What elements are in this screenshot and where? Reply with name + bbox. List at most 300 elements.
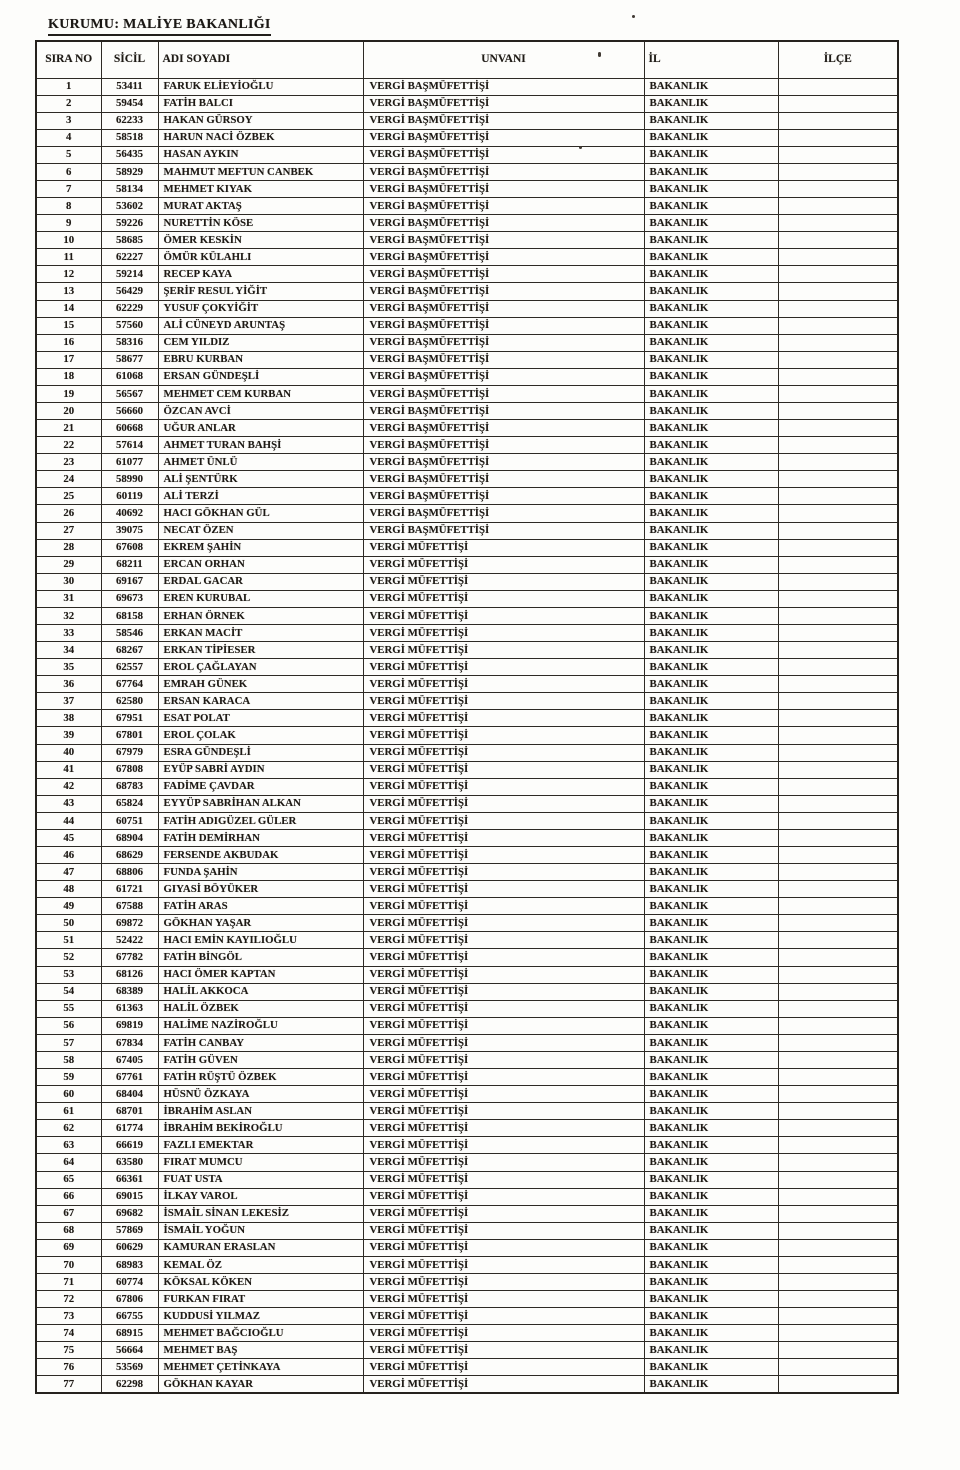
cell-ilce xyxy=(778,1137,898,1154)
cell-adi-soyadi: İBRAHİM ASLAN xyxy=(158,1103,363,1120)
cell-sira-no: 55 xyxy=(36,1000,101,1017)
cell-sicil: 62298 xyxy=(101,1376,158,1393)
table-row xyxy=(36,317,898,334)
cell-sira-no: 25 xyxy=(36,488,101,505)
cell-sicil: 68267 xyxy=(101,642,158,659)
cell-sicil: 57869 xyxy=(101,1222,158,1239)
cell-sira-no: 47 xyxy=(36,864,101,881)
cell-il: BAKANLIK xyxy=(644,659,778,676)
table-row xyxy=(36,522,898,539)
cell-adi-soyadi: EYYÜP SABRİHAN ALKAN xyxy=(158,795,363,812)
cell-ilce xyxy=(778,898,898,915)
cell-unvani: VERGİ MÜFETTİŞİ xyxy=(363,1359,644,1376)
cell-adi-soyadi: MEHMET BAŞ xyxy=(158,1342,363,1359)
cell-ilce xyxy=(778,249,898,266)
cell-sicil: 69015 xyxy=(101,1188,158,1205)
cell-adi-soyadi: CEM YILDIZ xyxy=(158,334,363,351)
cell-sira-no: 33 xyxy=(36,625,101,642)
cell-adi-soyadi: EYÜP SABRİ AYDIN xyxy=(158,761,363,778)
table-row xyxy=(36,1103,898,1120)
cell-adi-soyadi: RECEP KAYA xyxy=(158,266,363,283)
cell-adi-soyadi: FATİH ADIGÜZEL GÜLER xyxy=(158,812,363,829)
cell-sicil: 60774 xyxy=(101,1273,158,1290)
cell-il: BAKANLIK xyxy=(644,829,778,846)
cell-adi-soyadi: FADİME ÇAVDAR xyxy=(158,778,363,795)
cell-adi-soyadi: İBRAHİM BEKİROĞLU xyxy=(158,1120,363,1137)
cell-sira-no: 52 xyxy=(36,949,101,966)
cell-ilce xyxy=(778,949,898,966)
cell-adi-soyadi: NECAT ÖZEN xyxy=(158,522,363,539)
cell-adi-soyadi: ALİ TERZİ xyxy=(158,488,363,505)
cell-sira-no: 29 xyxy=(36,556,101,573)
cell-adi-soyadi: İLKAY VAROL xyxy=(158,1188,363,1205)
cell-sicil: 68211 xyxy=(101,556,158,573)
cell-unvani: VERGİ BAŞMÜFETTİŞİ xyxy=(363,368,644,385)
cell-sicil: 61721 xyxy=(101,881,158,898)
cell-sicil: 58134 xyxy=(101,180,158,197)
cell-adi-soyadi: FUNDA ŞAHİN xyxy=(158,864,363,881)
cell-ilce xyxy=(778,607,898,624)
cell-sicil: 56664 xyxy=(101,1342,158,1359)
cell-unvani: VERGİ MÜFETTİŞİ xyxy=(363,1154,644,1171)
cell-adi-soyadi: GIYASİ BÖYÜKER xyxy=(158,881,363,898)
table-row xyxy=(36,642,898,659)
cell-ilce xyxy=(778,300,898,317)
cell-ilce xyxy=(778,744,898,761)
cell-il: BAKANLIK xyxy=(644,1222,778,1239)
cell-il: BAKANLIK xyxy=(644,1120,778,1137)
column-header-adi-soyadi: ADI SOYADI xyxy=(158,41,363,78)
cell-sicil: 58518 xyxy=(101,129,158,146)
table-row xyxy=(36,1308,898,1325)
cell-il: BAKANLIK xyxy=(644,1273,778,1290)
cell-sicil: 56567 xyxy=(101,385,158,402)
cell-unvani: VERGİ BAŞMÜFETTİŞİ xyxy=(363,129,644,146)
cell-sicil: 68701 xyxy=(101,1103,158,1120)
cell-ilce xyxy=(778,1154,898,1171)
cell-il: BAKANLIK xyxy=(644,676,778,693)
cell-sicil: 69167 xyxy=(101,573,158,590)
cell-il: BAKANLIK xyxy=(644,761,778,778)
cell-il: BAKANLIK xyxy=(644,1291,778,1308)
cell-sira-no: 62 xyxy=(36,1120,101,1137)
cell-unvani: VERGİ MÜFETTİŞİ xyxy=(363,1000,644,1017)
cell-adi-soyadi: ERSAN GÜNDEŞLİ xyxy=(158,368,363,385)
cell-ilce xyxy=(778,864,898,881)
cell-unvani: VERGİ BAŞMÜFETTİŞİ xyxy=(363,78,644,95)
cell-ilce xyxy=(778,351,898,368)
cell-adi-soyadi: HAKAN GÜRSOY xyxy=(158,112,363,129)
column-header-sira-no: SIRA NO xyxy=(36,41,101,78)
cell-sira-no: 67 xyxy=(36,1205,101,1222)
cell-ilce xyxy=(778,112,898,129)
cell-unvani: VERGİ MÜFETTİŞİ xyxy=(363,1069,644,1086)
cell-unvani: VERGİ MÜFETTİŞİ xyxy=(363,983,644,1000)
cell-unvani: VERGİ MÜFETTİŞİ xyxy=(363,1120,644,1137)
cell-il: BAKANLIK xyxy=(644,334,778,351)
cell-adi-soyadi: HALİL ÖZBEK xyxy=(158,1000,363,1017)
cell-sicil: 58677 xyxy=(101,351,158,368)
cell-ilce xyxy=(778,1205,898,1222)
cell-unvani: VERGİ MÜFETTİŞİ xyxy=(363,881,644,898)
cell-sira-no: 48 xyxy=(36,881,101,898)
cell-adi-soyadi: HACI ÖMER KAPTAN xyxy=(158,966,363,983)
cell-unvani: VERGİ MÜFETTİŞİ xyxy=(363,693,644,710)
cell-sira-no: 71 xyxy=(36,1273,101,1290)
cell-adi-soyadi: MEHMET KIYAK xyxy=(158,180,363,197)
table-row xyxy=(36,1017,898,1034)
cell-ilce xyxy=(778,163,898,180)
cell-adi-soyadi: KÖKSAL KÖKEN xyxy=(158,1273,363,1290)
cell-sicil: 67608 xyxy=(101,539,158,556)
cell-unvani: VERGİ BAŞMÜFETTİŞİ xyxy=(363,351,644,368)
cell-sira-no: 76 xyxy=(36,1359,101,1376)
cell-sicil: 67979 xyxy=(101,744,158,761)
cell-ilce xyxy=(778,385,898,402)
cell-sicil: 68915 xyxy=(101,1325,158,1342)
cell-unvani: VERGİ MÜFETTİŞİ xyxy=(363,795,644,812)
roster-table xyxy=(35,40,899,1394)
cell-il: BAKANLIK xyxy=(644,180,778,197)
cell-unvani: VERGİ BAŞMÜFETTİŞİ xyxy=(363,488,644,505)
cell-sicil: 56435 xyxy=(101,146,158,163)
cell-sira-no: 57 xyxy=(36,1034,101,1051)
cell-il: BAKANLIK xyxy=(644,1171,778,1188)
cell-sira-no: 14 xyxy=(36,300,101,317)
cell-ilce xyxy=(778,829,898,846)
cell-adi-soyadi: NURETTİN KÖSE xyxy=(158,215,363,232)
cell-adi-soyadi: MURAT AKTAŞ xyxy=(158,198,363,215)
cell-ilce xyxy=(778,659,898,676)
cell-adi-soyadi: KEMAL ÖZ xyxy=(158,1256,363,1273)
cell-il: BAKANLIK xyxy=(644,795,778,812)
cell-adi-soyadi: FATİH BALCI xyxy=(158,95,363,112)
cell-ilce xyxy=(778,983,898,1000)
table-row xyxy=(36,1291,898,1308)
cell-ilce xyxy=(778,625,898,642)
cell-sira-no: 8 xyxy=(36,198,101,215)
cell-unvani: VERGİ BAŞMÜFETTİŞİ xyxy=(363,180,644,197)
cell-sicil: 58546 xyxy=(101,625,158,642)
cell-adi-soyadi: FARUK ELİEYİOĞLU xyxy=(158,78,363,95)
cell-sira-no: 75 xyxy=(36,1342,101,1359)
cell-adi-soyadi: FAZLI EMEKTAR xyxy=(158,1137,363,1154)
cell-ilce xyxy=(778,505,898,522)
page-title: KURUMU: MALİYE BAKANLIĞI xyxy=(48,17,271,36)
cell-il: BAKANLIK xyxy=(644,163,778,180)
cell-unvani: VERGİ BAŞMÜFETTİŞİ xyxy=(363,317,644,334)
cell-il: BAKANLIK xyxy=(644,966,778,983)
cell-il: BAKANLIK xyxy=(644,95,778,112)
cell-ilce xyxy=(778,215,898,232)
table-row xyxy=(36,744,898,761)
cell-adi-soyadi: EMRAH GÜNEK xyxy=(158,676,363,693)
table-row xyxy=(36,1137,898,1154)
cell-adi-soyadi: ŞERİF RESUL YİĞİT xyxy=(158,283,363,300)
cell-il: BAKANLIK xyxy=(644,78,778,95)
table-row xyxy=(36,249,898,266)
cell-unvani: VERGİ BAŞMÜFETTİŞİ xyxy=(363,163,644,180)
table-row xyxy=(36,232,898,249)
cell-unvani: VERGİ BAŞMÜFETTİŞİ xyxy=(363,437,644,454)
cell-sicil: 60668 xyxy=(101,420,158,437)
cell-sicil: 62229 xyxy=(101,300,158,317)
cell-il: BAKANLIK xyxy=(644,385,778,402)
table-row xyxy=(36,488,898,505)
cell-il: BAKANLIK xyxy=(644,317,778,334)
cell-adi-soyadi: FATİH GÜVEN xyxy=(158,1051,363,1068)
cell-adi-soyadi: MEHMET ÇETİNKAYA xyxy=(158,1359,363,1376)
cell-adi-soyadi: ERKAN MACİT xyxy=(158,625,363,642)
table-row xyxy=(36,812,898,829)
cell-sira-no: 9 xyxy=(36,215,101,232)
cell-il: BAKANLIK xyxy=(644,471,778,488)
cell-ilce xyxy=(778,1256,898,1273)
cell-ilce xyxy=(778,966,898,983)
cell-adi-soyadi: EROL ÇOLAK xyxy=(158,727,363,744)
cell-il: BAKANLIK xyxy=(644,437,778,454)
cell-ilce xyxy=(778,1359,898,1376)
cell-sicil: 59454 xyxy=(101,95,158,112)
cell-adi-soyadi: HALİL AKKOCA xyxy=(158,983,363,1000)
cell-adi-soyadi: HASAN AYKIN xyxy=(158,146,363,163)
cell-sira-no: 15 xyxy=(36,317,101,334)
cell-il: BAKANLIK xyxy=(644,300,778,317)
cell-sicil: 67588 xyxy=(101,898,158,915)
cell-ilce xyxy=(778,129,898,146)
cell-sira-no: 7 xyxy=(36,180,101,197)
cell-il: BAKANLIK xyxy=(644,266,778,283)
table-row xyxy=(36,1359,898,1376)
table-row xyxy=(36,949,898,966)
cell-sira-no: 51 xyxy=(36,932,101,949)
cell-sira-no: 24 xyxy=(36,471,101,488)
cell-sicil: 67834 xyxy=(101,1034,158,1051)
cell-il: BAKANLIK xyxy=(644,1103,778,1120)
cell-sira-no: 46 xyxy=(36,847,101,864)
cell-ilce xyxy=(778,1308,898,1325)
cell-sicil: 58316 xyxy=(101,334,158,351)
cell-adi-soyadi: FATİH BİNGÖL xyxy=(158,949,363,966)
cell-adi-soyadi: HACI GÖKHAN GÜL xyxy=(158,505,363,522)
cell-adi-soyadi: AHMET TURAN BAHŞİ xyxy=(158,437,363,454)
cell-sira-no: 19 xyxy=(36,385,101,402)
cell-adi-soyadi: ALİ CÜNEYD ARUNTAŞ xyxy=(158,317,363,334)
cell-adi-soyadi: İSMAİL SİNAN LEKESİZ xyxy=(158,1205,363,1222)
cell-il: BAKANLIK xyxy=(644,1069,778,1086)
cell-ilce xyxy=(778,198,898,215)
cell-unvani: VERGİ BAŞMÜFETTİŞİ xyxy=(363,522,644,539)
cell-adi-soyadi: ALİ ŞENTÜRK xyxy=(158,471,363,488)
cell-adi-soyadi: FURKAN FIRAT xyxy=(158,1291,363,1308)
table-row xyxy=(36,778,898,795)
scan-speck xyxy=(579,146,582,149)
cell-sicil: 63580 xyxy=(101,1154,158,1171)
cell-unvani: VERGİ MÜFETTİŞİ xyxy=(363,710,644,727)
cell-adi-soyadi: EKREM ŞAHİN xyxy=(158,539,363,556)
cell-ilce xyxy=(778,1086,898,1103)
column-header-unvani: UNVANI xyxy=(363,41,644,78)
cell-il: BAKANLIK xyxy=(644,1205,778,1222)
cell-sira-no: 20 xyxy=(36,402,101,419)
cell-unvani: VERGİ MÜFETTİŞİ xyxy=(363,778,644,795)
cell-sicil: 61774 xyxy=(101,1120,158,1137)
cell-ilce xyxy=(778,642,898,659)
cell-unvani: VERGİ BAŞMÜFETTİŞİ xyxy=(363,146,644,163)
cell-il: BAKANLIK xyxy=(644,1034,778,1051)
cell-unvani: VERGİ MÜFETTİŞİ xyxy=(363,1103,644,1120)
cell-sira-no: 36 xyxy=(36,676,101,693)
cell-sira-no: 16 xyxy=(36,334,101,351)
cell-unvani: VERGİ MÜFETTİŞİ xyxy=(363,966,644,983)
cell-il: BAKANLIK xyxy=(644,283,778,300)
cell-sicil: 61077 xyxy=(101,454,158,471)
cell-ilce xyxy=(778,932,898,949)
cell-ilce xyxy=(778,266,898,283)
cell-unvani: VERGİ MÜFETTİŞİ xyxy=(363,625,644,642)
cell-sicil: 69682 xyxy=(101,1205,158,1222)
cell-il: BAKANLIK xyxy=(644,607,778,624)
cell-sicil: 67808 xyxy=(101,761,158,778)
table-row xyxy=(36,829,898,846)
cell-unvani: VERGİ MÜFETTİŞİ xyxy=(363,744,644,761)
cell-sicil: 58990 xyxy=(101,471,158,488)
cell-ilce xyxy=(778,1103,898,1120)
table-row xyxy=(36,847,898,864)
cell-il: BAKANLIK xyxy=(644,847,778,864)
cell-sicil: 66755 xyxy=(101,1308,158,1325)
cell-ilce xyxy=(778,761,898,778)
cell-unvani: VERGİ MÜFETTİŞİ xyxy=(363,1086,644,1103)
table-row xyxy=(36,1222,898,1239)
table-row xyxy=(36,1376,898,1393)
cell-il: BAKANLIK xyxy=(644,1137,778,1154)
column-header-il: İL xyxy=(644,41,778,78)
table-row xyxy=(36,1342,898,1359)
table-row xyxy=(36,693,898,710)
cell-sicil: 62580 xyxy=(101,693,158,710)
cell-adi-soyadi: ERSAN KARACA xyxy=(158,693,363,710)
cell-sicil: 58685 xyxy=(101,232,158,249)
cell-il: BAKANLIK xyxy=(644,1359,778,1376)
cell-unvani: VERGİ MÜFETTİŞİ xyxy=(363,590,644,607)
cell-ilce xyxy=(778,334,898,351)
cell-sira-no: 3 xyxy=(36,112,101,129)
cell-unvani: VERGİ MÜFETTİŞİ xyxy=(363,949,644,966)
table-row xyxy=(36,676,898,693)
cell-il: BAKANLIK xyxy=(644,1325,778,1342)
cell-sicil: 59226 xyxy=(101,215,158,232)
cell-sicil: 69819 xyxy=(101,1017,158,1034)
cell-il: BAKANLIK xyxy=(644,351,778,368)
cell-sicil: 67405 xyxy=(101,1051,158,1068)
cell-unvani: VERGİ MÜFETTİŞİ xyxy=(363,898,644,915)
table-row xyxy=(36,402,898,419)
cell-sira-no: 37 xyxy=(36,693,101,710)
cell-sira-no: 73 xyxy=(36,1308,101,1325)
cell-il: BAKANLIK xyxy=(644,778,778,795)
cell-ilce xyxy=(778,1034,898,1051)
table-row xyxy=(36,163,898,180)
table-row xyxy=(36,1051,898,1068)
table-row xyxy=(36,864,898,881)
cell-unvani: VERGİ MÜFETTİŞİ xyxy=(363,829,644,846)
cell-il: BAKANLIK xyxy=(644,693,778,710)
cell-il: BAKANLIK xyxy=(644,556,778,573)
cell-ilce xyxy=(778,881,898,898)
cell-il: BAKANLIK xyxy=(644,573,778,590)
cell-unvani: VERGİ MÜFETTİŞİ xyxy=(363,1017,644,1034)
cell-sicil: 52422 xyxy=(101,932,158,949)
table-row xyxy=(36,1205,898,1222)
cell-unvani: VERGİ MÜFETTİŞİ xyxy=(363,727,644,744)
cell-adi-soyadi: ERDAL GACAR xyxy=(158,573,363,590)
cell-il: BAKANLIK xyxy=(644,1154,778,1171)
cell-ilce xyxy=(778,283,898,300)
cell-il: BAKANLIK xyxy=(644,1086,778,1103)
cell-sira-no: 72 xyxy=(36,1291,101,1308)
cell-unvani: VERGİ MÜFETTİŞİ xyxy=(363,1222,644,1239)
cell-unvani: VERGİ BAŞMÜFETTİŞİ xyxy=(363,266,644,283)
cell-sicil: 56660 xyxy=(101,402,158,419)
table-row xyxy=(36,368,898,385)
cell-sicil: 60751 xyxy=(101,812,158,829)
cell-sira-no: 17 xyxy=(36,351,101,368)
cell-unvani: VERGİ BAŞMÜFETTİŞİ xyxy=(363,198,644,215)
cell-sira-no: 10 xyxy=(36,232,101,249)
cell-ilce xyxy=(778,573,898,590)
cell-ilce xyxy=(778,437,898,454)
cell-sicil: 68389 xyxy=(101,983,158,1000)
cell-sicil: 66361 xyxy=(101,1171,158,1188)
cell-sira-no: 53 xyxy=(36,966,101,983)
table-row xyxy=(36,1171,898,1188)
table-row xyxy=(36,471,898,488)
cell-ilce xyxy=(778,727,898,744)
cell-sicil: 62557 xyxy=(101,659,158,676)
table-row xyxy=(36,915,898,932)
cell-sicil: 60629 xyxy=(101,1239,158,1256)
cell-sira-no: 60 xyxy=(36,1086,101,1103)
cell-unvani: VERGİ MÜFETTİŞİ xyxy=(363,915,644,932)
cell-unvani: VERGİ MÜFETTİŞİ xyxy=(363,573,644,590)
cell-ilce xyxy=(778,676,898,693)
scan-speck xyxy=(632,15,635,18)
cell-sicil: 68126 xyxy=(101,966,158,983)
cell-il: BAKANLIK xyxy=(644,1017,778,1034)
cell-sira-no: 77 xyxy=(36,1376,101,1393)
cell-sira-no: 66 xyxy=(36,1188,101,1205)
cell-adi-soyadi: EROL ÇAĞLAYAN xyxy=(158,659,363,676)
cell-sicil: 40692 xyxy=(101,505,158,522)
table-row xyxy=(36,898,898,915)
cell-il: BAKANLIK xyxy=(644,402,778,419)
cell-sicil: 67782 xyxy=(101,949,158,966)
cell-ilce xyxy=(778,1239,898,1256)
cell-il: BAKANLIK xyxy=(644,864,778,881)
cell-sicil: 59214 xyxy=(101,266,158,283)
cell-adi-soyadi: FUAT USTA xyxy=(158,1171,363,1188)
cell-unvani: VERGİ MÜFETTİŞİ xyxy=(363,864,644,881)
cell-sira-no: 22 xyxy=(36,437,101,454)
table-row xyxy=(36,129,898,146)
cell-ilce xyxy=(778,539,898,556)
cell-adi-soyadi: FATİH ARAS xyxy=(158,898,363,915)
cell-sira-no: 56 xyxy=(36,1017,101,1034)
cell-il: BAKANLIK xyxy=(644,983,778,1000)
cell-adi-soyadi: KUDDUSİ YILMAZ xyxy=(158,1308,363,1325)
table-row xyxy=(36,385,898,402)
